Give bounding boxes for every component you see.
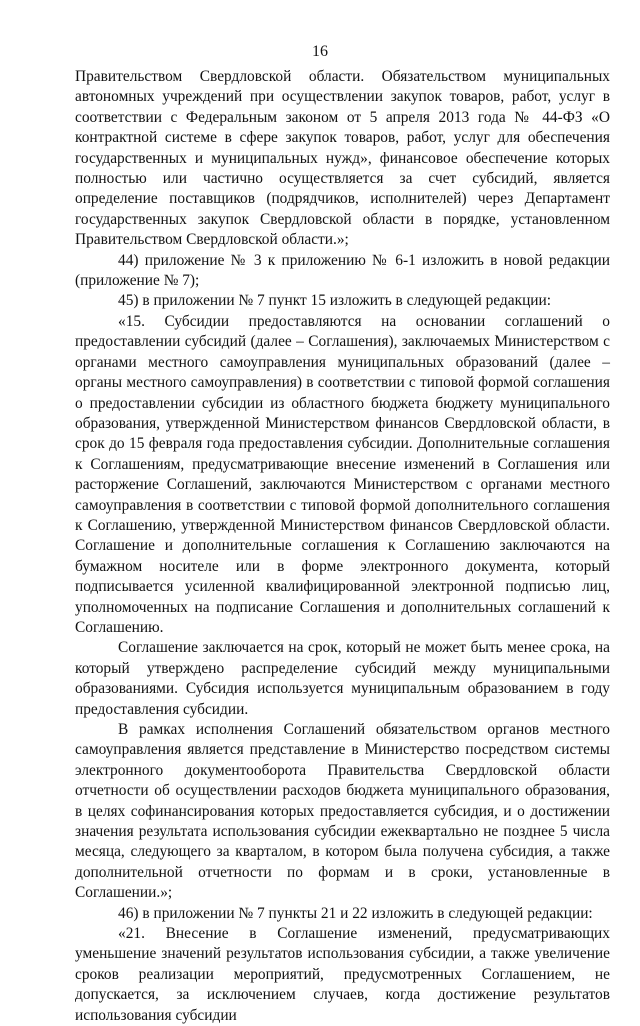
page-number: 16	[312, 43, 328, 60]
paragraph-clause-21: «21. Внесение в Соглашение изменений, предусматривающих уменьшение значений результатов использования субсидии, а также увеличение сроков реализации мероприятий, предусмотренных Соглашением, не допускается, за исключением случаев, когда достижение результатов использования субсидии	[75, 925, 610, 1024]
paragraph-item-46: 46) в приложении № 7 пункты 21 и 22 изложить в следующей редакции:	[118, 904, 593, 922]
paragraph-item-45: 45) в приложении № 7 пункт 15 изложить в следующей редакции:	[118, 292, 552, 310]
paragraph-reporting: В рамках исполнения Соглашений обязательством органов местного самоуправления является представление в Министерство посредством системы электронного документооборота Правительства Свердловской области отчетности об осуществлении расходов бюджета муниципального образования, в целях софинансирования которых предоставляется субсидия, и о достижении значения результата использования субсидии ежеквартально не позднее 5 числа месяца, следующего за кварталом, в котором была получена субсидия, а также дополнительной отчетности по формам и в сроки, установленные в Соглашении.»;	[75, 721, 610, 902]
paragraph-continuation: Правительством Свердловской области. Обязательством муниципальных автономных учреждений при осуществлении закупок товаров, работ, услуг в соответствии с Федеральным законом от 5 апреля 2013 года № 44-ФЗ «О контрактной системе в сфере закупок товаров, работ, услуг для обеспечения государственных и муниципальных нужд», финансовое обеспечение которых полностью или частично осуществляется за счет субсидий, является определение поставщиков (подрядчиков, исполнителей) через Департамент государственных закупок Свердловской области в порядке, установленном Правительством Свердловской области.»;	[75, 68, 610, 249]
paragraph-clause-15: «15. Субсидии предоставляются на основании соглашений о предоставлении субсидий (далее – Соглашения), заключаемых Министерством с органами местного самоуправления муниципальных образований (далее – органы местного самоуправления) в соответствии с типовой формой соглашения о предоставлении субсидии из областного бюджета бюджету муниципального образования, утвержденной Министерством финансов Свердловской области, в срок до 15 февраля года предоставления субсидии. Дополнительные соглашения к Соглашениям, предусматривающие внесение изменений в Соглашения или расторжение Соглашений, заключаются Министерством с органами местного самоуправления в соответствии с типовой формой дополнительного соглашения к Соглашению, утвержденной Министерством финансов Свердловской области. Соглашение и дополнительные соглашения к Соглашению заключаются на бумажном носителе или в форме электронного документа, который подписывается усиленной квалифицированной электронной подписью лиц, уполномоченных на подписание Соглашения и дополнительных соглашений к Соглашению.	[75, 312, 610, 636]
document-body	[75, 67, 610, 1026]
paragraph-agreement-term: Соглашение заключается на срок, который не может быть менее срока, на который утверждено распределение субсидий между муниципальными образованиями. Субсидия используется муниципальным образованием в году предоставления субсидии.	[75, 639, 610, 718]
paragraph-item-44: 44) приложение № 3 к приложению № 6-1 изложить в новой редакции (приложение № 7);	[75, 251, 610, 290]
